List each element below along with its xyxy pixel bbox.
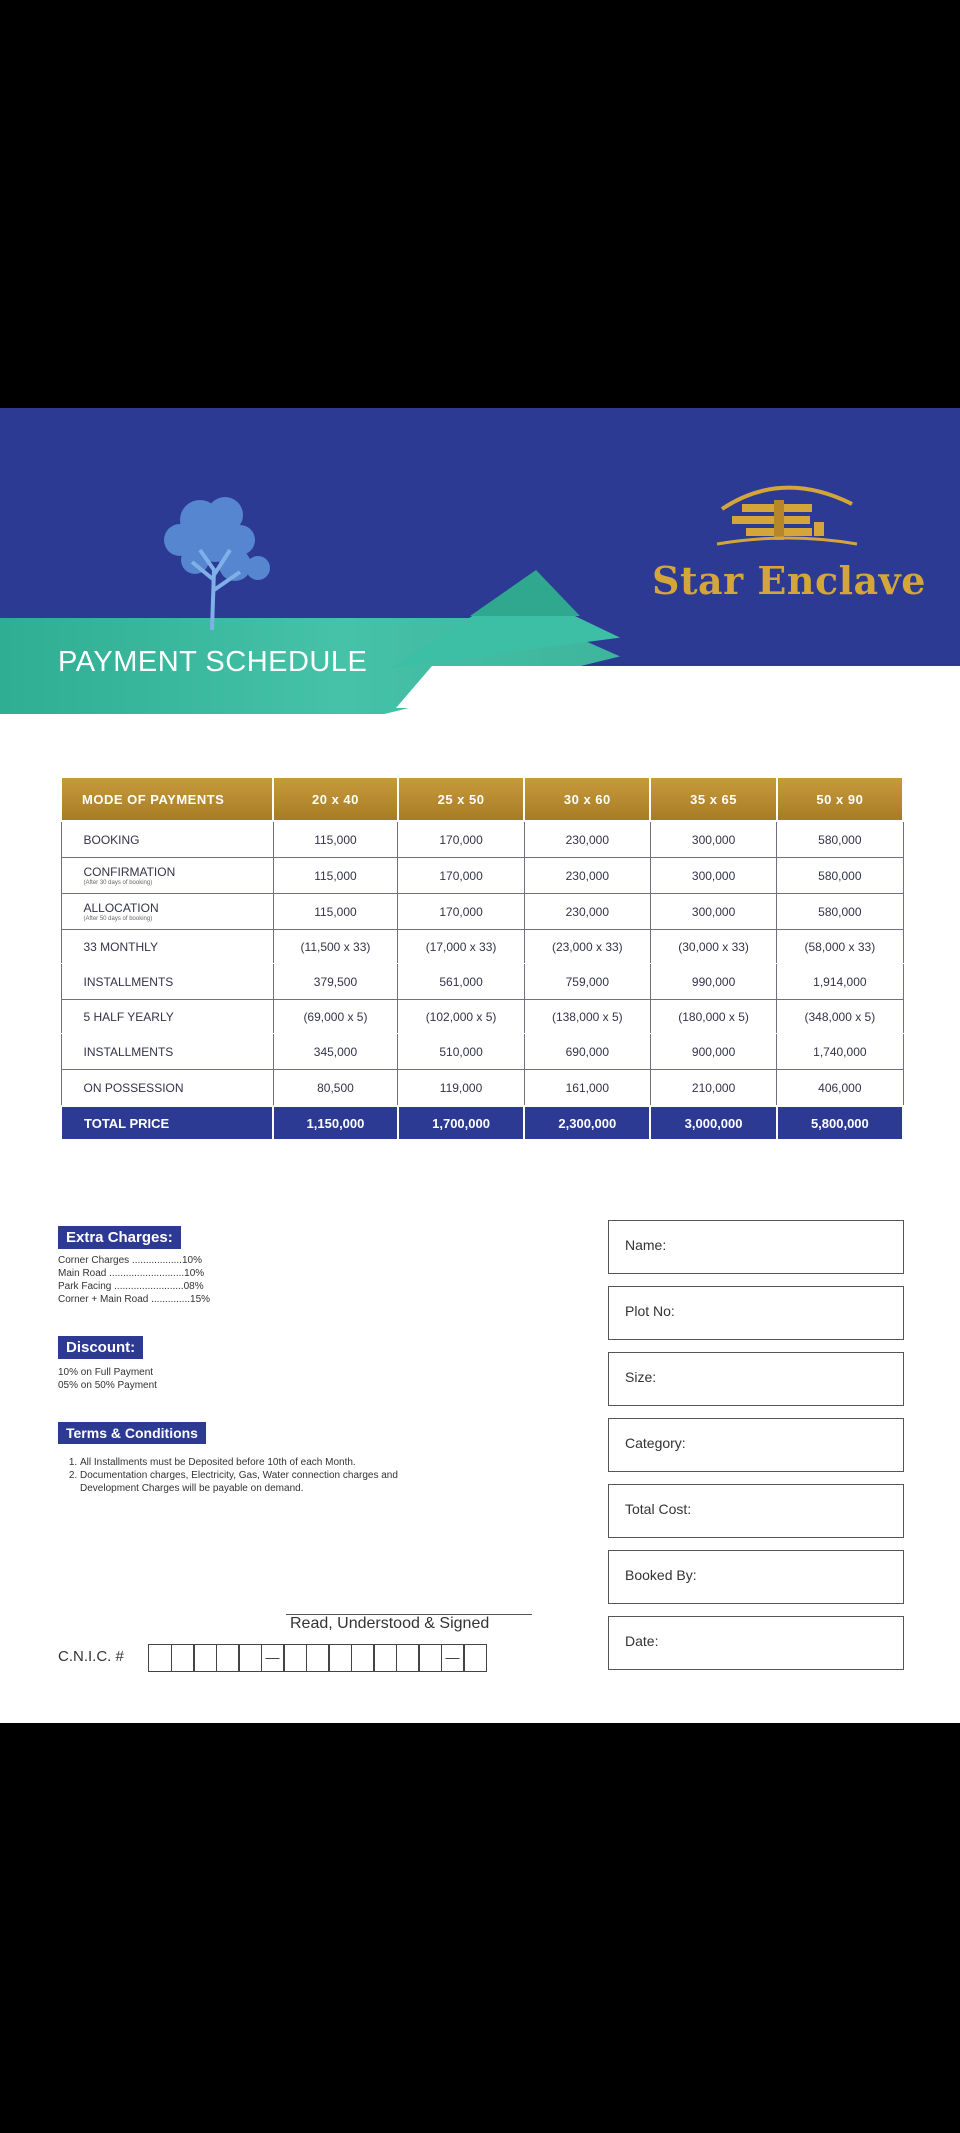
- total-cell: 1,150,000: [273, 1106, 398, 1140]
- row-label: [61, 1000, 273, 1034]
- row-note: (After 30 days of booking): [83, 879, 153, 886]
- row-label-text: ON POSSESSION: [83, 1080, 184, 1095]
- table-cell: 161,000: [524, 1070, 650, 1107]
- cnic-digit-box[interactable]: [193, 1644, 217, 1672]
- payment-table: [60, 776, 904, 1141]
- table-cell: (58,000 x 33): [777, 930, 903, 964]
- tree-icon: [140, 480, 290, 630]
- cnic-boxes[interactable]: [148, 1644, 486, 1672]
- table-cell: (180,000 x 5): [650, 1000, 776, 1034]
- row-label: [61, 930, 273, 964]
- column-header: MODE OF PAYMENTS: [61, 777, 273, 821]
- roof-shape-small: [470, 570, 580, 616]
- cnic-digit-box[interactable]: [328, 1644, 352, 1672]
- name-field[interactable]: [608, 1220, 904, 1274]
- row-label-text: INSTALLMENTS: [83, 1044, 174, 1059]
- table-cell: 690,000: [524, 1034, 650, 1070]
- table-cell: (348,000 x 5): [777, 1000, 903, 1034]
- row-label: [61, 964, 273, 1000]
- cnic-label: C.N.I.C. #: [58, 1648, 124, 1665]
- table-cell: 115,000: [273, 858, 398, 894]
- table-row: [61, 1034, 903, 1070]
- table-cell: 115,000: [273, 894, 398, 930]
- table-cell: (69,000 x 5): [273, 1000, 398, 1034]
- table-cell: 119,000: [398, 1070, 524, 1107]
- table-row: [61, 964, 903, 1000]
- booked-by-field[interactable]: [608, 1550, 904, 1604]
- discount-title: Discount:: [58, 1336, 143, 1359]
- table-cell: 510,000: [398, 1034, 524, 1070]
- table-cell: (30,000 x 33): [650, 930, 776, 964]
- table-row: [61, 1070, 903, 1107]
- column-header: 35 x 65: [650, 777, 776, 821]
- cnic-digit-box[interactable]: [171, 1644, 195, 1672]
- table-cell: 230,000: [524, 821, 650, 858]
- column-header: 25 x 50: [398, 777, 524, 821]
- list-item: Main Road ...........................10%: [58, 1268, 205, 1279]
- date-field[interactable]: [608, 1616, 904, 1670]
- total-cost-field[interactable]: [608, 1484, 904, 1538]
- discount-list: [58, 1366, 157, 1392]
- list-item: 2. Documentation charges, Electricity, Gas, Water connection charges and Development Charges will be payable on demand.: [80, 1469, 400, 1495]
- table-cell: 80,500: [273, 1070, 398, 1107]
- total-label: TOTAL PRICE: [61, 1106, 273, 1140]
- table-cell: (138,000 x 5): [524, 1000, 650, 1034]
- row-label-text: 5 HALF YEARLY: [83, 1009, 174, 1024]
- terms-title: Terms & Conditions: [58, 1422, 206, 1444]
- list-item: 05% on 50% Payment: [58, 1380, 157, 1391]
- table-cell: 900,000: [650, 1034, 776, 1070]
- field-label: Total Cost:: [625, 1501, 692, 1517]
- page-title: PAYMENT SCHEDULE: [58, 646, 368, 678]
- header-banner: [0, 408, 960, 708]
- table-cell: 300,000: [650, 894, 776, 930]
- list-item: 10% on Full Payment: [58, 1367, 154, 1378]
- row-label: [61, 894, 273, 930]
- list-item: Park Facing .........................08%: [58, 1281, 204, 1292]
- cnic-digit-box[interactable]: [351, 1644, 375, 1672]
- table-header-row: [61, 777, 903, 821]
- table-row: [61, 1000, 903, 1034]
- star-enclave-logo-icon: [712, 474, 862, 554]
- row-label: [61, 1034, 273, 1070]
- size-field[interactable]: [608, 1352, 904, 1406]
- cnic-digit-box[interactable]: [216, 1644, 240, 1672]
- row-note: (After 50 days of booking): [83, 915, 153, 922]
- row-label-text: INSTALLMENTS: [83, 974, 174, 989]
- column-header: 50 x 90: [777, 777, 903, 821]
- column-header: 30 x 60: [524, 777, 650, 821]
- table-cell: (23,000 x 33): [524, 930, 650, 964]
- total-cell: 1,700,000: [398, 1106, 524, 1140]
- table-cell: 759,000: [524, 964, 650, 1000]
- table-cell: (11,500 x 33): [273, 930, 398, 964]
- total-cell: 2,300,000: [524, 1106, 650, 1140]
- field-label: Plot No:: [625, 1303, 675, 1319]
- row-label-text: 33 MONTHLY: [83, 939, 158, 954]
- table-row: [61, 858, 903, 894]
- table-cell: 300,000: [650, 821, 776, 858]
- cnic-separator[interactable]: —: [441, 1644, 465, 1672]
- field-label: Name:: [625, 1237, 667, 1253]
- table-cell: (102,000 x 5): [398, 1000, 524, 1034]
- table-row: [61, 894, 903, 930]
- table-cell: 1,914,000: [777, 964, 903, 1000]
- payment-schedule-document: [0, 408, 960, 1723]
- white-wedge: [360, 666, 960, 708]
- cnic-digit-box[interactable]: [238, 1644, 262, 1672]
- table-cell: 115,000: [273, 821, 398, 858]
- table-cell: 580,000: [777, 894, 903, 930]
- field-label: Date:: [625, 1633, 659, 1649]
- field-label: Category:: [625, 1435, 686, 1451]
- table-row: [61, 930, 903, 964]
- total-cell: 5,800,000: [777, 1106, 903, 1140]
- table-cell: 170,000: [398, 894, 524, 930]
- cnic-digit-box[interactable]: [396, 1644, 420, 1672]
- table-cell: 580,000: [777, 821, 903, 858]
- table-cell: 379,500: [273, 964, 398, 1000]
- list-item: Corner + Main Road ..............15%: [58, 1294, 211, 1305]
- table-cell: 406,000: [777, 1070, 903, 1107]
- cnic-separator[interactable]: —: [261, 1644, 285, 1672]
- field-label: Booked By:: [625, 1567, 697, 1583]
- cnic-digit-box[interactable]: [373, 1644, 397, 1672]
- total-cell: 3,000,000: [650, 1106, 776, 1140]
- table-row: [61, 821, 903, 858]
- extra-charges-list: [58, 1254, 268, 1306]
- row-label-text: CONFIRMATION: [83, 864, 176, 879]
- cnic-digit-box[interactable]: [306, 1644, 330, 1672]
- table-cell: 561,000: [398, 964, 524, 1000]
- field-label: Size:: [625, 1369, 657, 1385]
- extra-charges-title: Extra Charges:: [58, 1226, 181, 1249]
- table-cell: (17,000 x 33): [398, 930, 524, 964]
- table-cell: 580,000: [777, 858, 903, 894]
- terms-list: [58, 1456, 400, 1495]
- table-cell: 230,000: [524, 894, 650, 930]
- category-field[interactable]: [608, 1418, 904, 1472]
- cnic-digit-box[interactable]: [148, 1644, 172, 1672]
- list-item: Corner Charges ..................10%: [58, 1255, 202, 1266]
- table-cell: 990,000: [650, 964, 776, 1000]
- cnic-digit-box[interactable]: [463, 1644, 487, 1672]
- table-cell: 170,000: [398, 858, 524, 894]
- table-cell: 170,000: [398, 821, 524, 858]
- plot-no-field[interactable]: [608, 1286, 904, 1340]
- cnic-digit-box[interactable]: [283, 1644, 307, 1672]
- brand-name: Star Enclave: [652, 558, 926, 603]
- table-cell: 230,000: [524, 858, 650, 894]
- row-label: [61, 821, 273, 858]
- row-label: [61, 858, 273, 894]
- signature-label: Read, Understood & Signed: [290, 1615, 490, 1632]
- total-row: [61, 1106, 903, 1140]
- table-cell: 300,000: [650, 858, 776, 894]
- row-label-text: ALLOCATION: [83, 900, 159, 915]
- column-header: 20 x 40: [273, 777, 398, 821]
- row-label: [61, 1070, 273, 1107]
- row-label-text: BOOKING: [83, 832, 140, 847]
- cnic-digit-box[interactable]: [418, 1644, 442, 1672]
- table-cell: 210,000: [650, 1070, 776, 1107]
- list-item: 1. All Installments must be Deposited before 10th of each Month.: [80, 1456, 400, 1469]
- table-cell: 345,000: [273, 1034, 398, 1070]
- table-cell: 1,740,000: [777, 1034, 903, 1070]
